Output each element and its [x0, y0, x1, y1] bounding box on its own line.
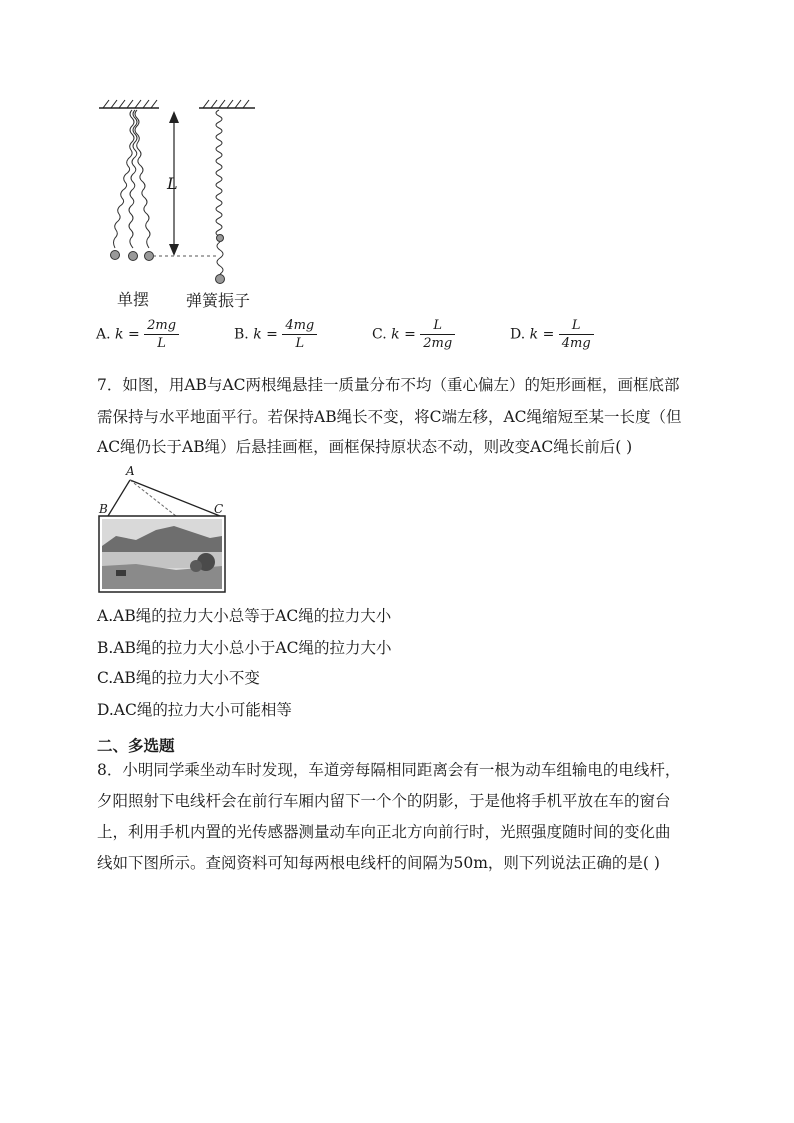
figure-picture-frame	[96, 466, 230, 596]
q7-option-d[interactable]: D.AC绳的拉力大小可能相等	[97, 701, 292, 719]
section-heading: 二、多选题	[97, 737, 175, 755]
figure-spring-pendulum	[95, 96, 265, 286]
q7-text-line-2: 需保持与水平地面平行。若保持AB绳长不变，将C端左移，AC绳缩短至某一长度（但	[97, 408, 682, 426]
fraction: $\frac{L}{4mg}$	[559, 318, 594, 351]
q8-text-line-2: 夕阳照射下电线杆会在前行车厢内留下一个个的阴影，于是他将手机平放在车的窗台	[97, 792, 671, 810]
q7-option-a[interactable]: A.AB绳的拉力大小总等于AC绳的拉力大小	[97, 607, 392, 625]
point-c-label: C	[214, 502, 224, 516]
point-b-label: B	[99, 502, 108, 516]
q7-option-c[interactable]: C.AB绳的拉力大小不变	[97, 669, 260, 687]
length-label: L	[167, 174, 178, 193]
q7-option-b[interactable]: B.AB绳的拉力大小总小于AC绳的拉力大小	[97, 639, 392, 657]
pendulum-label: 单摆	[117, 290, 150, 309]
spring-oscillator-label: 弹簧振子	[186, 291, 251, 310]
q8-text-line-1: 8．小明同学乘坐动车时发现，车道旁每隔相同距离会有一根为动车组输电的电线杆，	[97, 761, 681, 779]
point-a-label: A	[126, 464, 135, 478]
option-a[interactable]: A. k = $\frac{2mg}{L}$	[96, 318, 179, 351]
q8-text-line-3: 上，利用手机内置的光传感器测量动车向正北方向前行时，光照强度随时间的变化曲	[97, 823, 671, 841]
q7-text-line-1: 7．如图，用AB与AC两根绳悬挂一质量分布不均（重心偏左）的矩形画框，画框底部	[97, 376, 680, 394]
fraction: $\frac{L}{2mg}$	[420, 318, 455, 351]
option-b[interactable]: B. k = $\frac{4mg}{L}$	[234, 318, 317, 351]
q7-text-line-3: AC绳仍长于AB绳）后悬挂画框，画框保持原状态不动，则改变AC绳长前后( )	[97, 438, 633, 456]
fraction: $\frac{4mg}{L}$	[282, 318, 317, 351]
option-d[interactable]: D. k = $\frac{L}{4mg}$	[510, 318, 594, 351]
option-c[interactable]: C. k = $\frac{L}{2mg}$	[372, 318, 455, 351]
fraction: $\frac{2mg}{L}$	[144, 318, 179, 351]
q8-text-line-4: 线如下图所示。查阅资料可知每两根电线杆的间隔为50m，则下列说法正确的是( )	[97, 854, 660, 872]
